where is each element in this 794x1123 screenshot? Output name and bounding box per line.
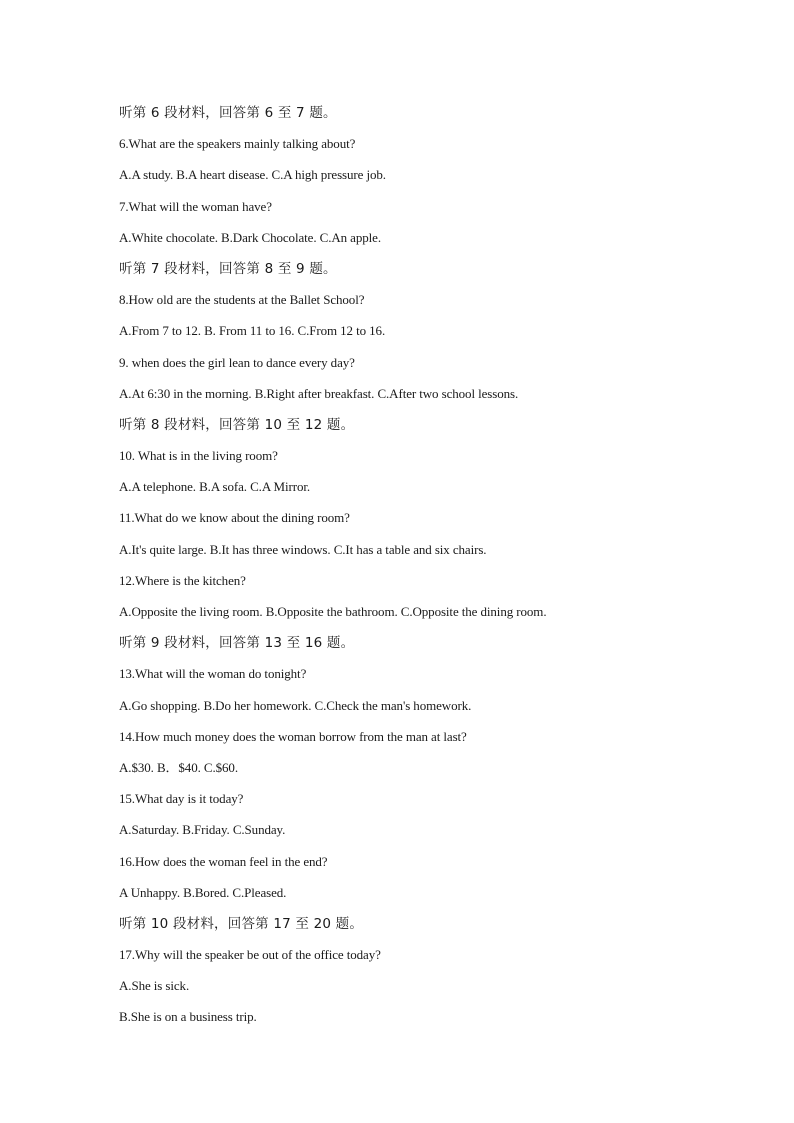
answer-options: A.A study. B.A heart disease. C.A high pressure job. [119, 167, 386, 183]
answer-options: A Unhappy. B.Bored. C.Pleased. [119, 884, 287, 900]
question-text: 8.How old are the students at the Ballet School? [119, 292, 365, 308]
answer-options: B.She is on a business trip. [119, 1009, 257, 1025]
question-text: 14.How much money does the woman borrow from the man at last? [119, 728, 467, 744]
question-text: 10. What is in the living room? [119, 448, 278, 464]
section-heading: 听第 9 段材料，回答第 13 至 16 题。 [119, 635, 355, 652]
answer-options: A.White chocolate. B.Dark Chocolate. C.An apple. [119, 229, 381, 245]
answer-options: A.Opposite the living room. B.Opposite the bathroom. C.Opposite the dining room. [119, 604, 547, 619]
section-heading: 听第 10 段材料，回答第 17 至 20 题。 [119, 915, 364, 932]
answer-options: A.From 7 to 12. B. From 11 to 16. C.From 12 to 16. [119, 323, 386, 339]
answer-options: A.A telephone. B.A sofa. C.A Mirror. [119, 479, 311, 495]
answer-options: A.At 6:30 in the morning. B.Right after breakfast. C.After two school lessons. [119, 385, 519, 401]
section-heading: 听第 8 段材料，回答第 10 至 12 题。 [119, 416, 355, 433]
question-text: 15.What day is it today? [119, 791, 244, 807]
answer-options: A.Saturday. B.Friday. C.Sunday. [119, 822, 286, 838]
answer-options: A.$30. B．$40. C.$60. [119, 759, 238, 775]
question-text: 11.What do we know about the dining room? [119, 510, 350, 526]
section-heading: 听第 7 段材料，回答第 8 至 9 题。 [119, 260, 337, 277]
question-text: 17.Why will the speaker be out of the office today? [119, 947, 381, 963]
question-text: 12.Where is the kitchen? [119, 572, 246, 588]
question-text: 13.What will the woman do tonight? [119, 666, 307, 682]
question-text: 16.How does the woman feel in the end? [119, 853, 328, 869]
answer-options: A.It's quite large. B.It has three windows. C.It has a table and six chairs. [119, 541, 487, 557]
document-body [119, 103, 719, 1039]
question-text: 9. when does the girl lean to dance every day? [119, 354, 355, 370]
question-text: 7.What will the woman have? [119, 198, 272, 214]
answer-options: A.She is sick. [119, 978, 190, 994]
answer-options: A.Go shopping. B.Do her homework. C.Check the man's homework. [119, 697, 472, 713]
section-heading: 听第 6 段材料，回答第 6 至 7 题。 [119, 105, 337, 121]
question-text: 6.What are the speakers mainly talking about? [119, 136, 356, 152]
